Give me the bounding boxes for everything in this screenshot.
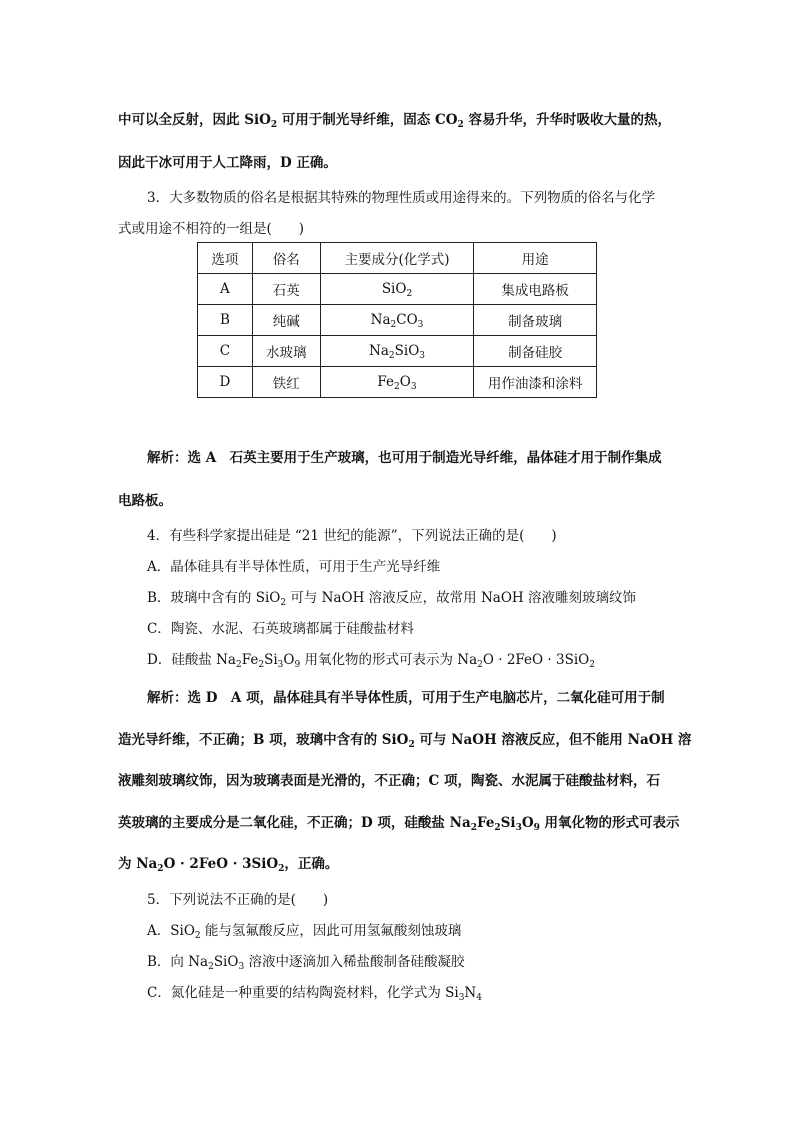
- option-cell: C: [198, 336, 253, 367]
- option-c: C．陶瓷、水泥、石英玻璃都属于硅酸盐材料: [147, 621, 414, 637]
- option-c: C．氮化硅是一种重要的结构陶瓷材料，化学式为 $Si_3N_4$: [147, 985, 482, 1003]
- analysis-line: 液雕刻玻璃纹饰，因为玻璃表面是光滑的，不正确；C 项，陶瓷、水泥属于硅酸盐材料，石: [118, 773, 660, 789]
- question-4-stem: 4．有些科学家提出硅是 “21 世纪的能源”，下列说法正确的是( ): [147, 528, 557, 544]
- common-name-cell: 石英: [252, 274, 320, 305]
- option-d: D．硅酸盐 $Na_2Fe_2Si_3O_9$ 用氧化物的形式可表示为 $Na_2O \cdot 2FeO \cdot 3SiO_2$: [147, 652, 595, 670]
- common-name-cell: 铁红: [252, 367, 320, 398]
- table-header-row: [198, 243, 597, 274]
- analysis-line: 造光导纤维，不正确；B 项，玻璃中含有的 SiO$_2$ 可与 NaOH 溶液反应，但不能用 NaOH 溶: [118, 732, 692, 750]
- paragraph-line: 中可以全反射，因此 SiO$_2$ 可用于制光导纤维，固态 $CO_2$ 容易升华，升华时吸收大量的热，: [118, 112, 671, 130]
- analysis-line: 解析：选 D A 项，晶体硅具有半导体性质，可用于生产电脑芯片，二氧化硅可用于制: [147, 690, 665, 706]
- common-name-cell: 水玻璃: [252, 336, 320, 367]
- use-cell: 制备玻璃: [474, 305, 597, 336]
- table-row: [198, 274, 597, 305]
- option-cell: B: [198, 305, 253, 336]
- formula-cell: $Na_2SiO_3$: [320, 336, 474, 367]
- header-cell: 俗名: [252, 243, 320, 274]
- analysis-line: 解析：选 A 石英主要用于生产玻璃，也可用于制造光导纤维，晶体硅才用于制作集成: [147, 450, 662, 466]
- use-cell: 集成电路板: [474, 274, 597, 305]
- option-a: A．晶体硅具有半导体性质，可用于生产光导纤维: [147, 559, 441, 575]
- use-cell: 制备硅胶: [474, 336, 597, 367]
- option-cell: A: [198, 274, 253, 305]
- formula-cell: SiO$_2$: [320, 274, 474, 305]
- header-cell: 选项: [198, 243, 253, 274]
- question-5-stem: 5．下列说法不正确的是( ): [147, 892, 329, 908]
- table-row: [198, 305, 597, 336]
- formula-cell: $Na_2CO_3$: [320, 305, 474, 336]
- analysis-line: 为 $Na_2O \cdot 2FeO \cdot 3SiO_2$，正确。: [118, 856, 339, 874]
- common-name-cell: 纯碱: [252, 305, 320, 336]
- table-row: [198, 336, 597, 367]
- option-b: B．向 $Na_2SiO_3$ 溶液中逐滴加入稀盐酸制备硅酸凝胶: [147, 954, 465, 972]
- option-b: B．玻璃中含有的 SiO$_2$ 可与 NaOH 溶液反应，故常用 NaOH 溶液雕刻玻璃纹饰: [147, 590, 636, 608]
- analysis-line: 英玻璃的主要成分是二氧化硅，不正确；D 项，硅酸盐 $Na_2Fe_2Si_3O_9$ 用氧化物的形式可表示: [118, 815, 680, 833]
- options-table: [197, 242, 597, 398]
- table-row: [198, 367, 597, 398]
- header-cell: 用途: [474, 243, 597, 274]
- analysis-line: 电路板。: [118, 493, 172, 509]
- formula-cell: $Fe_2O_3$: [320, 367, 474, 398]
- question-3-stem: 3．大多数物质的俗名是根据其特殊的物理性质或用途得来的。下列物质的俗名与化学: [147, 190, 656, 206]
- option-a: A．SiO$_2$ 能与氢氟酸反应，因此可用氢氟酸刻蚀玻璃: [147, 923, 462, 941]
- paragraph-line: 因此干冰可用于人工降雨，D 正确。: [118, 155, 337, 171]
- use-cell: 用作油漆和涂料: [474, 367, 597, 398]
- option-cell: D: [198, 367, 253, 398]
- question-3-stem-cont: 式或用途不相符的一组是( ): [118, 221, 305, 237]
- header-cell: 主要成分(化学式): [320, 243, 474, 274]
